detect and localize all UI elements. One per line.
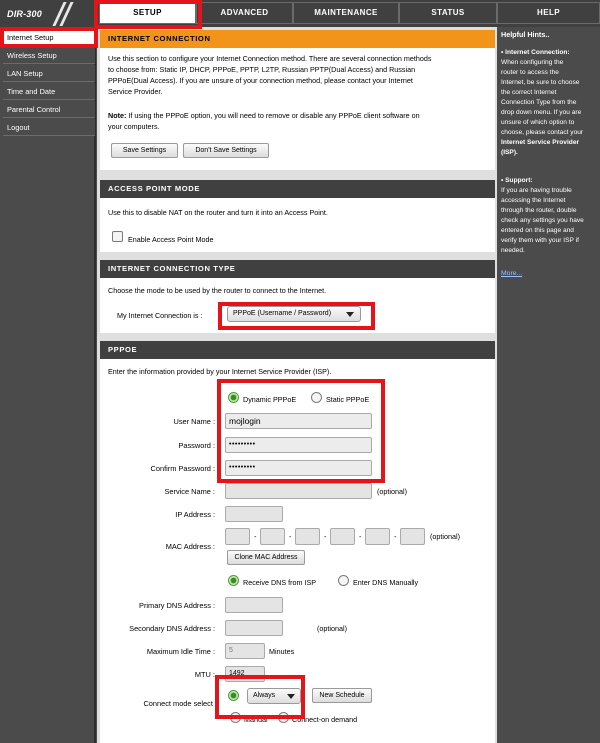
help-line: entered on this page and	[501, 227, 574, 234]
primary-dns-label: Primary DNS Address :	[139, 601, 215, 610]
help-line: unsure of which option to	[501, 119, 575, 126]
connect-on-demand-label: Connect-on demand	[292, 715, 358, 724]
new-schedule-button[interactable]: New Schedule	[312, 688, 372, 703]
password-field[interactable]: •••••••••	[225, 437, 372, 453]
intro-line: to choose from: Static IP, DHCP, PPPoE, PPTP, L2TP, Russian PPTP(Dual Access) and Russian	[108, 65, 416, 74]
sidebar-item-parental-control[interactable]: Parental Control	[3, 101, 95, 118]
sidebar-item-time-and-date[interactable]: Time and Date	[3, 83, 95, 100]
highlight-box-internet-setup	[0, 27, 98, 48]
access-point-checkbox-label: Enable Access Point Mode	[128, 235, 214, 244]
help-line: Connection Type from the	[501, 99, 577, 106]
dlink-logo	[0, 0, 96, 27]
mac-address-octet[interactable]	[225, 528, 250, 545]
ip-address-field[interactable]	[225, 506, 283, 522]
mac-address-octet[interactable]	[260, 528, 285, 545]
access-point-section	[100, 180, 495, 252]
highlight-box-pppoe-credentials	[217, 379, 385, 483]
help-line: accessing the Internet	[501, 197, 566, 204]
secondary-dns-label: Secondary DNS Address :	[129, 624, 215, 633]
max-idle-time-label: Maximum Idle Time :	[146, 647, 215, 656]
help-line: choose, please contact your	[501, 129, 584, 136]
help-heading: • Internet Connection:	[501, 49, 570, 56]
schedule-value: Always	[253, 692, 276, 699]
mac-address-octet[interactable]	[400, 528, 425, 545]
mac-address-octet[interactable]	[365, 528, 390, 545]
help-heading: • Support:	[501, 177, 533, 184]
receive-dns-label: Receive DNS from ISP	[243, 578, 317, 587]
note-line: your computers.	[108, 122, 160, 131]
service-name-optional: (optional)	[377, 487, 407, 496]
intro-line: PPPoE(Dual Access). If you are unsure of your connection method, please contact your Internet	[108, 76, 413, 85]
user-name-label: User Name :	[173, 417, 215, 426]
password-label: Password :	[178, 441, 215, 450]
static-pppoe-label: Static PPPoE	[326, 395, 370, 404]
tab-help[interactable]: HELP	[497, 2, 600, 24]
tab-maintenance[interactable]: MAINTENANCE	[293, 2, 399, 24]
help-line: check any settings you have	[501, 217, 584, 224]
sidebar-item-internet-setup[interactable]: Internet Setup	[3, 29, 95, 46]
tab-status[interactable]: STATUS	[399, 2, 497, 24]
receive-dns-radio[interactable]	[228, 575, 239, 586]
help-line: When configuring the	[501, 59, 564, 66]
section-title: PPPOE	[100, 341, 495, 359]
max-idle-time-field[interactable]: 5	[225, 643, 265, 659]
highlight-box-connection-type	[218, 302, 375, 330]
sidebar-item-logout[interactable]: Logout	[3, 119, 95, 136]
access-point-checkbox[interactable]	[112, 231, 123, 242]
save-settings-button[interactable]: Save Settings	[111, 143, 178, 158]
help-line: drop down menu. If you are	[501, 109, 582, 116]
mac-separator: -	[289, 532, 292, 541]
intro-line: Service Provider.	[108, 87, 163, 96]
mac-address-label: MAC Address :	[165, 542, 215, 551]
mtu-field[interactable]: 1492	[225, 666, 265, 682]
internet-connection-section	[100, 30, 495, 170]
help-line: (ISP).	[501, 149, 518, 156]
mac-address-optional: (optional)	[430, 532, 460, 541]
help-panel	[497, 27, 600, 743]
connection-type-value: PPPoE (Username / Password)	[233, 310, 332, 317]
service-name-field[interactable]	[225, 483, 372, 499]
section-title: ACCESS POINT MODE	[100, 180, 495, 198]
mac-separator: -	[254, 532, 257, 541]
highlight-box-setup-tab	[94, 0, 202, 29]
mtu-label: MTU :	[194, 670, 215, 679]
help-line: through the router, double	[501, 207, 577, 214]
help-line: If you are having trouble	[501, 187, 572, 194]
help-title: Helpful Hints..	[501, 30, 550, 39]
mac-address-octet[interactable]	[330, 528, 355, 545]
sidebar	[0, 27, 96, 743]
minutes-label: Minutes	[269, 647, 295, 656]
top-navigation	[0, 0, 600, 27]
confirm-password-field[interactable]: •••••••••	[225, 460, 372, 476]
enter-dns-label: Enter DNS Manually	[353, 578, 419, 587]
help-line: Internet, be sure to choose	[501, 79, 580, 86]
secondary-dns-optional: (optional)	[317, 624, 347, 633]
tab-setup[interactable]: SETUP	[99, 2, 196, 24]
help-more-link[interactable]: More...	[501, 270, 523, 277]
ip-address-label: IP Address :	[175, 510, 215, 519]
mac-separator: -	[324, 532, 327, 541]
help-line: the correct Internet	[501, 89, 557, 96]
enter-dns-radio[interactable]	[338, 575, 349, 586]
dynamic-pppoe-label: Dynamic PPPoE	[243, 395, 297, 404]
primary-dns-field[interactable]	[225, 597, 283, 613]
service-name-label: Service Name :	[164, 487, 215, 496]
mac-address-octet[interactable]	[295, 528, 320, 545]
sidebar-item-lan-setup[interactable]: LAN Setup	[3, 65, 95, 82]
model-name: DIR-300	[7, 9, 42, 19]
help-line: Internet Service Provider	[501, 139, 580, 146]
note-rest: If using the PPPoE option, you will need to remove or disable any PPPoE client software on	[126, 111, 420, 120]
tab-advanced[interactable]: ADVANCED	[196, 2, 293, 24]
user-name-field[interactable]: mojlogin	[225, 413, 372, 429]
help-line: router to access the	[501, 69, 559, 76]
clone-mac-address-button[interactable]: Clone MAC Address	[227, 550, 305, 565]
access-point-description: Use this to disable NAT on the router and turn it into an Access Point.	[108, 208, 328, 217]
intro-line: Use this section to configure your Internet Connection method. There are several connection methods	[108, 54, 432, 63]
sidebar-item-wireless-setup[interactable]: Wireless Setup	[3, 47, 95, 64]
connection-type-description: Choose the mode to be used by the router to connect to the Internet.	[108, 286, 327, 295]
connection-type-label: My Internet Connection is :	[117, 311, 203, 320]
mac-separator: -	[359, 532, 362, 541]
dont-save-settings-button[interactable]: Don't Save Settings	[183, 143, 269, 158]
section-title: INTERNET CONNECTION TYPE	[100, 260, 495, 278]
pppoe-description: Enter the information provided by your Internet Service Provider (ISP).	[108, 367, 332, 376]
note-label: Note:	[108, 111, 127, 120]
help-line: verify them with your ISP if	[501, 237, 579, 244]
mac-separator: -	[394, 532, 397, 541]
note-text	[108, 111, 420, 121]
highlight-box-connect-mode	[215, 675, 305, 719]
section-title: INTERNET CONNECTION	[100, 30, 495, 48]
manual-label: Manual	[244, 715, 268, 724]
connect-mode-label: Connect mode select :	[143, 699, 217, 708]
secondary-dns-field[interactable]	[225, 620, 283, 636]
confirm-password-label: Confirm Password :	[150, 464, 215, 473]
help-line: needed.	[501, 247, 525, 254]
